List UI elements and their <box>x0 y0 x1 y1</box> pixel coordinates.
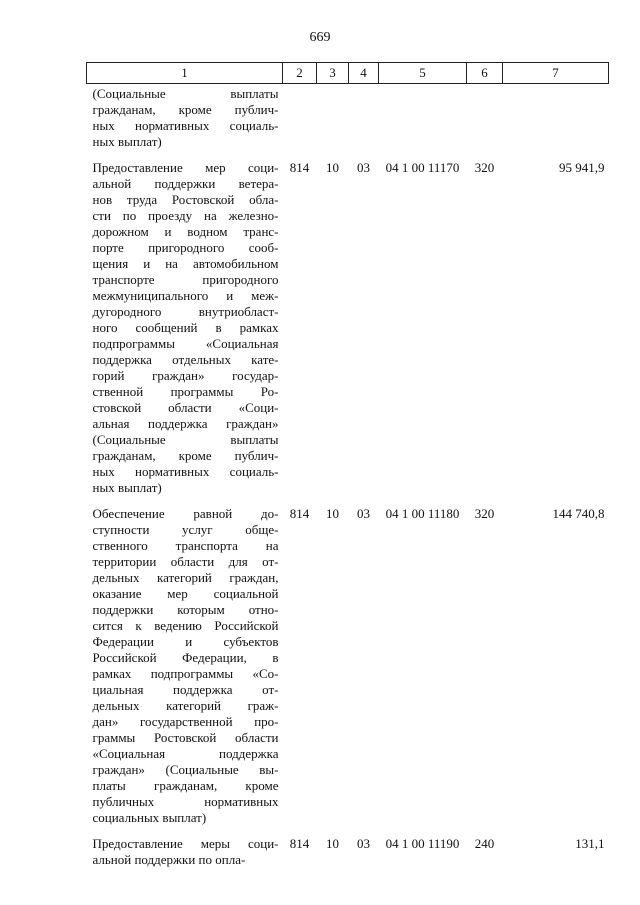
description-line: Федерации и субъектов <box>92 634 279 649</box>
row-description <box>87 84 283 151</box>
description-line: поддержки которым отно- <box>92 602 279 617</box>
table-row <box>87 496 609 826</box>
description-line: оказание мер социальной <box>92 586 279 601</box>
row-target-article <box>379 84 467 151</box>
header-col-4: 4 <box>349 63 379 84</box>
description-line: ственного транспорта на <box>92 538 279 553</box>
description-line: гражданам, кроме публич- <box>92 102 279 117</box>
row-ministry-code: 814 <box>289 506 310 521</box>
description-line: ных выплат) <box>92 480 162 495</box>
description-line: сти по проезду на железно- <box>92 208 279 223</box>
description-line: публичных нормативных <box>92 794 279 809</box>
description-line: подпрограммы «Социальная <box>92 336 279 351</box>
description-line: нов труда Ростовской обла- <box>92 192 279 207</box>
table-body <box>87 84 609 869</box>
table-row <box>87 826 609 868</box>
row-ministry-code: 814 <box>289 160 310 175</box>
row-target-article: 04 1 00 11170 <box>385 160 460 175</box>
description-line: дан» государственной про- <box>92 714 279 729</box>
description-line: циальная поддержка от- <box>92 682 279 697</box>
description-line: «Социальная поддержка <box>92 746 279 761</box>
description-line: дельных категорий граж- <box>92 698 279 713</box>
row-section-code: 10 <box>326 160 339 175</box>
description-line: территории области для от- <box>92 554 279 569</box>
description-line: горий граждан» государ- <box>92 368 279 383</box>
row-section-code: 10 <box>326 836 339 851</box>
description-line: ственной программы Ро- <box>92 384 279 399</box>
description-line: граждан» (Социальные вы- <box>92 762 279 777</box>
row-expense-type: 320 <box>474 506 495 521</box>
description-line: рамках подпрограммы «Со- <box>92 666 279 681</box>
description-line: граммы Ростовской области <box>92 730 279 745</box>
description-line: ступности услуг обще- <box>92 522 279 537</box>
description-line: гражданам, кроме публич- <box>92 448 279 463</box>
description-line: ного сообщений в рамках <box>92 320 279 335</box>
description-line: альной поддержки по опла- <box>92 852 246 867</box>
row-ministry-code: 814 <box>289 836 310 851</box>
description-line: щения и на автомобильном <box>92 256 279 271</box>
row-target-article: 04 1 00 11180 <box>385 506 460 521</box>
row-description <box>87 496 283 826</box>
description-line: ных нормативных социаль- <box>92 118 279 133</box>
description-line: дугородного внутриобласт- <box>92 304 279 319</box>
row-subsection-code <box>349 84 379 151</box>
description-line: стовской области «Соци- <box>92 400 279 415</box>
row-subsection-code: 03 <box>357 836 370 851</box>
page-number: 669 <box>309 30 331 45</box>
row-subsection-code: 03 <box>357 160 370 175</box>
description-line: транспорте пригородного <box>92 272 279 287</box>
description-line: дельных категорий граждан, <box>92 570 279 585</box>
row-section-code: 10 <box>326 506 339 521</box>
header-col-3: 3 <box>317 63 349 84</box>
description-line: сится к ведению Российской <box>92 618 279 633</box>
description-line: Обеспечение равной до- <box>92 506 279 521</box>
description-line: Российской Федерации, в <box>92 650 279 665</box>
row-target-article: 04 1 00 11190 <box>385 836 460 851</box>
row-amount: 131,1 <box>575 836 605 851</box>
row-amount: 144 740,8 <box>552 506 605 521</box>
description-line: альная поддержка граждан» <box>92 416 279 431</box>
budget-table <box>86 62 609 868</box>
description-line: ных выплат) <box>92 134 162 149</box>
description-line: социальных выплат) <box>92 810 207 825</box>
description-line: поддержка отдельных кате- <box>92 352 279 367</box>
description-line: Предоставление мер соци- <box>92 160 279 175</box>
row-ministry-code <box>283 84 317 151</box>
header-col-5: 5 <box>379 63 467 84</box>
description-line: ных нормативных социаль- <box>92 464 279 479</box>
row-expense-type: 320 <box>474 160 495 175</box>
table-row <box>87 84 609 151</box>
row-description <box>87 826 283 868</box>
header-col-6: 6 <box>467 63 503 84</box>
header-col-7: 7 <box>503 63 609 84</box>
header-col-2: 2 <box>283 63 317 84</box>
description-line: альной поддержки ветера- <box>92 176 279 191</box>
description-line: (Социальные выплаты <box>92 432 279 447</box>
row-amount: 95 941,9 <box>559 160 605 175</box>
row-amount <box>503 84 609 151</box>
table-row <box>87 150 609 496</box>
row-description <box>87 150 283 496</box>
row-section-code <box>317 84 349 151</box>
table-header-row <box>87 63 609 84</box>
description-line: Предоставление меры соци- <box>92 836 279 851</box>
row-expense-type: 240 <box>474 836 495 851</box>
description-line: порте пригородного сооб- <box>92 240 279 255</box>
row-subsection-code: 03 <box>357 506 370 521</box>
description-line: дорожном и водном транс- <box>92 224 279 239</box>
row-expense-type <box>467 84 503 151</box>
header-col-1: 1 <box>87 63 283 84</box>
description-line: межмуниципального и меж- <box>92 288 279 303</box>
description-line: платы гражданам, кроме <box>92 778 279 793</box>
description-line: (Социальные выплаты <box>92 86 279 101</box>
